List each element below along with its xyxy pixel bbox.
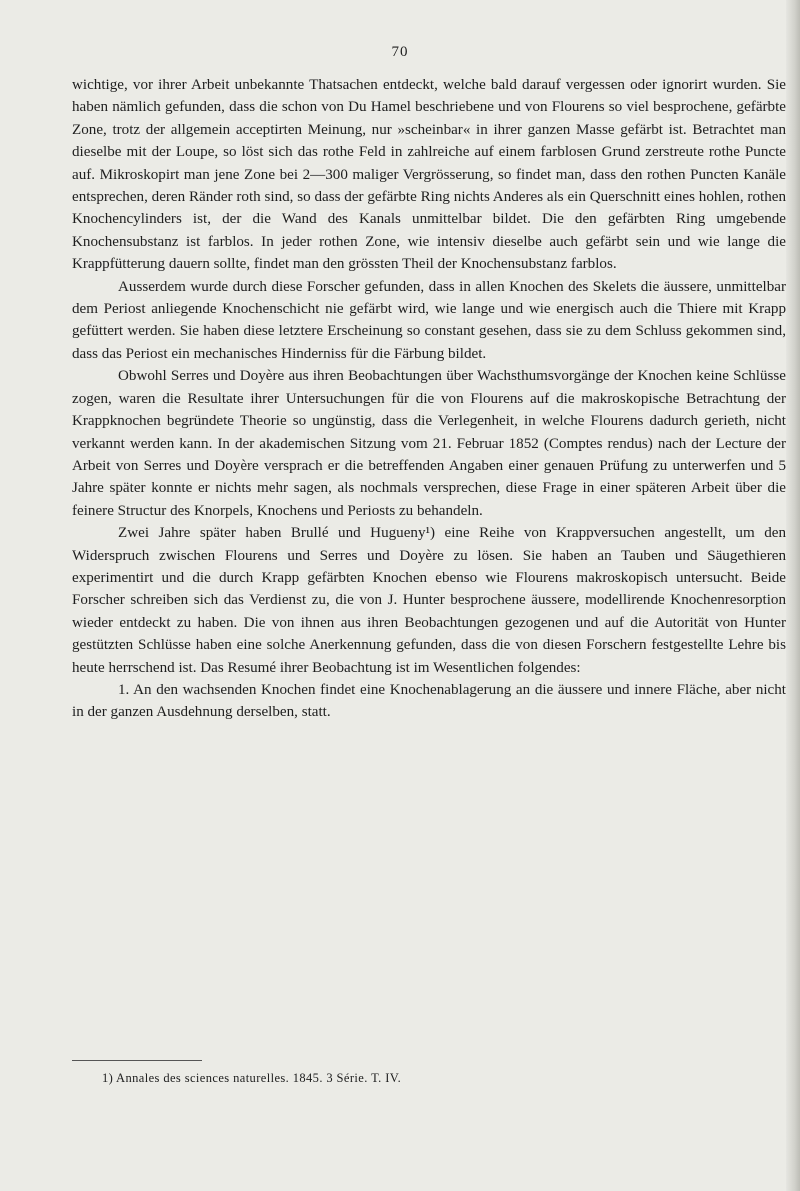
paragraph-1: wichtige, vor ihrer Arbeit unbekannte Thatsachen entdeckt, welche bald darauf vergessen oder ignorirt wurden. Sie haben nämlich gefunden, dass die schon von Du Hamel beschriebene und von Flourens so viel besprochene, gefärbte Zone, trotz der allgemein acceptirten Meinung, nur »scheinbar« in ihrer ganzen Masse gefärbt ist. Betrachtet man dieselbe mit der Loupe, so löst sich das rothe Feld in zahlreiche auf einem farblosen Grund zerstreute rothe Puncte auf. Mikroskopirt man jene Zone bei 2—300 maliger Vergrösserung, so findet man, dass den rothen Puncten Kanäle entsprechen, deren Ränder roth sind, so dass der gefärbte Ring nichts Anderes als ein Querschnitt eines hohlen, rothen Knochencylinders ist, der die Wand des Kanals unmittelbar bildet. Die den gefärbten Ring umgebende Knochensubstanz ist farblos. In jeder rothen Zone, wie intensiv dieselbe auch gefärbt sein und wie lange die Krappfütterung dauern sollte, findet man den grössten Theil der Knochensubstanz farblos. (72, 77, 786, 273)
paragraph-4: Zwei Jahre später haben Brullé und Hugueny¹) eine Reihe von Krappversuchen angestellt, um den Widerspruch zwischen Flourens und Serres und Doyère zu lösen. Sie haben an Tauben und Säugethieren experimentirt und die durch Krapp gefärbten Knochen ebenso wie Flourens makroskopisch untersucht. Beide Forscher schreiben sich das Verdienst zu, die von J. Hunter besprochene äussere, modellirende Knochenresorption wieder entdeckt zu haben. Die von ihnen aus ihren Beobachtungen gezogenen und auf die Autorität von Hunter gestützten Schlüsse haben eine solche Anerkennung gefunden, dass die von diesen Forschern festgestellte Lehre bis heute herrschend ist. Das Resumé ihrer Beobachtung ist im Wesentlichen folgendes: (72, 525, 786, 676)
paragraph-5: 1. An den wachsenden Knochen findet eine Knochenablagerung an die äussere und innere Fläche, aber nicht in der ganzen Ausdehnung derselben, statt. (72, 681, 786, 721)
paragraph-3: Obwohl Serres und Doyère aus ihren Beobachtungen über Wachsthumsvorgänge der Knochen keine Schlüsse zogen, waren die Resultate ihrer Untersuchungen für die von Flourens auf die makroskopische Betrachtung der Krappknochen begründete Theorie so ungünstig, dass die Verlegenheit, in welche Flourens dadurch gerieth, nicht verkannt werden kann. In der akademischen Sitzung vom 21. Februar 1852 (Comptes rendus) nach der Lecture der Arbeit von Serres und Doyère versprach er die betreffenden Angaben einer genauen Prüfung zu unterwerfen und 5 Jahre später konnte er nichts mehr sagen, als nochmals versprechen, diese Frage in einer späteren Arbeit über die feinere Structur des Knorpels, Knochens und Periosts zu behandeln. (72, 368, 786, 519)
page-number: 70 (391, 44, 409, 60)
body-text (72, 74, 786, 724)
paragraph-2: Ausserdem wurde durch diese Forscher gefunden, dass in allen Knochen des Skelets die äussere, unmittelbar dem Periost anliegende Knochenschicht nie gefärbt wird, wie lange und wie energisch auch die Thiere mit Krapp gefüttert werden. Sie haben diese letztere Erscheinung so constant gesehen, dass sie zu dem Schluss gekommen sind, dass das Periost ein mechanisches Hinderniss für die Färbung bildet. (72, 278, 786, 362)
page-edge-shadow (786, 0, 800, 1191)
footnote: 1) Annales des sciences naturelles. 1845. 3 Série. T. IV. (102, 1071, 402, 1085)
footnote-rule (72, 1060, 202, 1061)
